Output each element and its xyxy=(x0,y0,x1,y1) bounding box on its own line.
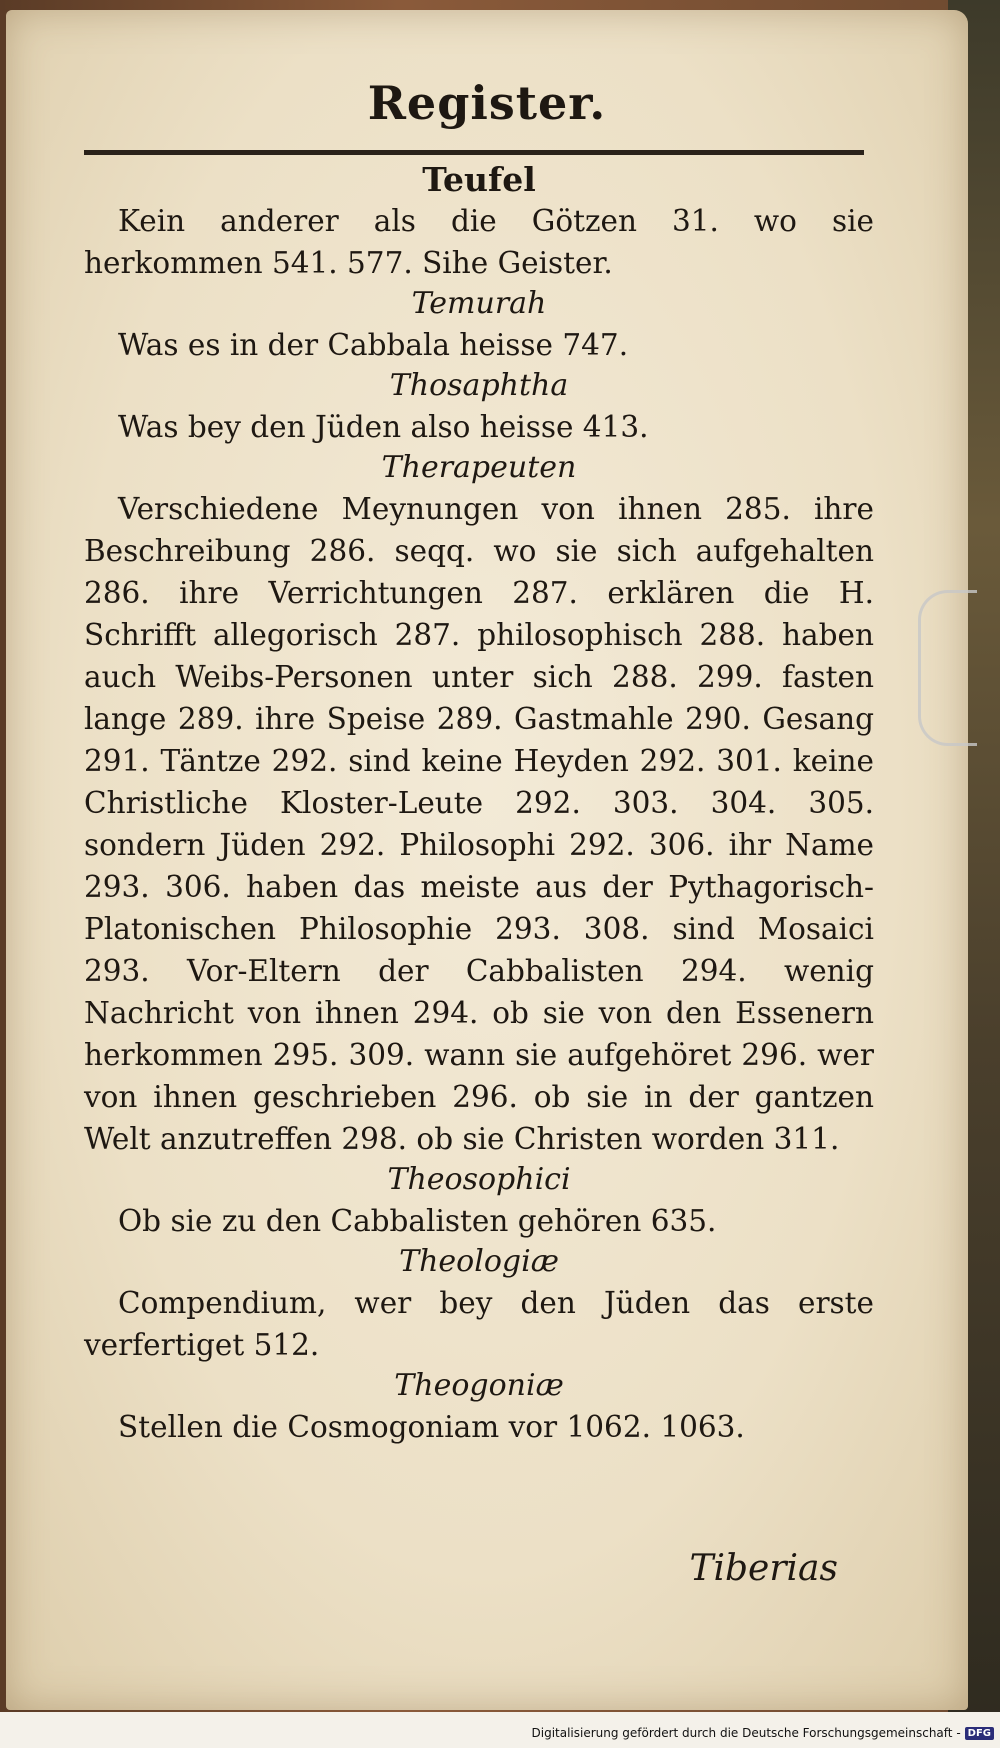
register-content xyxy=(84,160,874,1448)
entry-text: Compendium, wer bey den Jüden das erste verfertiget 512. xyxy=(84,1286,874,1362)
entry-heading: Temurah xyxy=(411,286,547,321)
page-clip xyxy=(918,590,977,746)
catchword: Tiberias xyxy=(689,1548,838,1589)
entry-text: Ob sie zu den Cabbalisten gehören 635. xyxy=(118,1204,717,1238)
book-page xyxy=(6,10,968,1710)
header-rule xyxy=(84,150,864,155)
entry-text: Was es in der Cabbala heisse 747. xyxy=(118,328,629,362)
entry-heading: Therapeuten xyxy=(381,450,577,485)
entry-text: Stellen die Cosmogoniam vor 1062. 1063. xyxy=(118,1410,745,1444)
dfg-logo-icon: DFG xyxy=(965,1727,994,1740)
footer-text: Digitalisierung gefördert durch die Deutsche Forschungsgemeinschaft - xyxy=(531,1726,961,1740)
entry-heading: Theosophici xyxy=(387,1162,571,1197)
running-head: Register. xyxy=(367,76,607,130)
entry-heading: Thosaphtha xyxy=(389,368,569,403)
entry-heading: Theogoniæ xyxy=(394,1368,564,1403)
entry-text: Was bey den Jüden also heisse 413. xyxy=(118,410,649,444)
entry-text: Kein anderer als die Götzen 31. wo sie herkommen 541. 577. Sihe Geister. xyxy=(84,204,874,280)
entry-heading: Theologiæ xyxy=(399,1244,559,1279)
entry-heading: Teufel xyxy=(422,160,536,199)
digitization-footer xyxy=(532,1726,995,1740)
entry-text: Verschiedene Meynungen von ihnen 285. ihre Beschreibung 286. seqq. wo sie sich aufgehalten 286. ihre Verrichtungen 287. erklären die H. Schrifft allegorisch 287. philosophisch 288. haben auch Weibs-Personen unter sich 288. 299. fasten lange 289. ihre Speise 289. Gastmahle 290. Gesang 291. Täntze 292. sind keine Heyden 292. 301. keine Christliche Kloster-Leute 292. 303. 304. 305. sondern Jüden 292. Philosophi 292. 306. ihr Name 293. 306. haben das meiste aus der Pythagorisch-Platonischen Philosophie 293. 308. sind Mosaici 293. Vor-Eltern der Cabbalisten 294. wenig Nachricht von ihnen 294. ob sie von den Essenern herkommen 295. 309. wann sie aufgehöret 296. wer von ihnen geschrieben 296. ob sie in der gantzen Welt anzutreffen 298. ob sie Christen worden 311. xyxy=(84,492,874,1156)
